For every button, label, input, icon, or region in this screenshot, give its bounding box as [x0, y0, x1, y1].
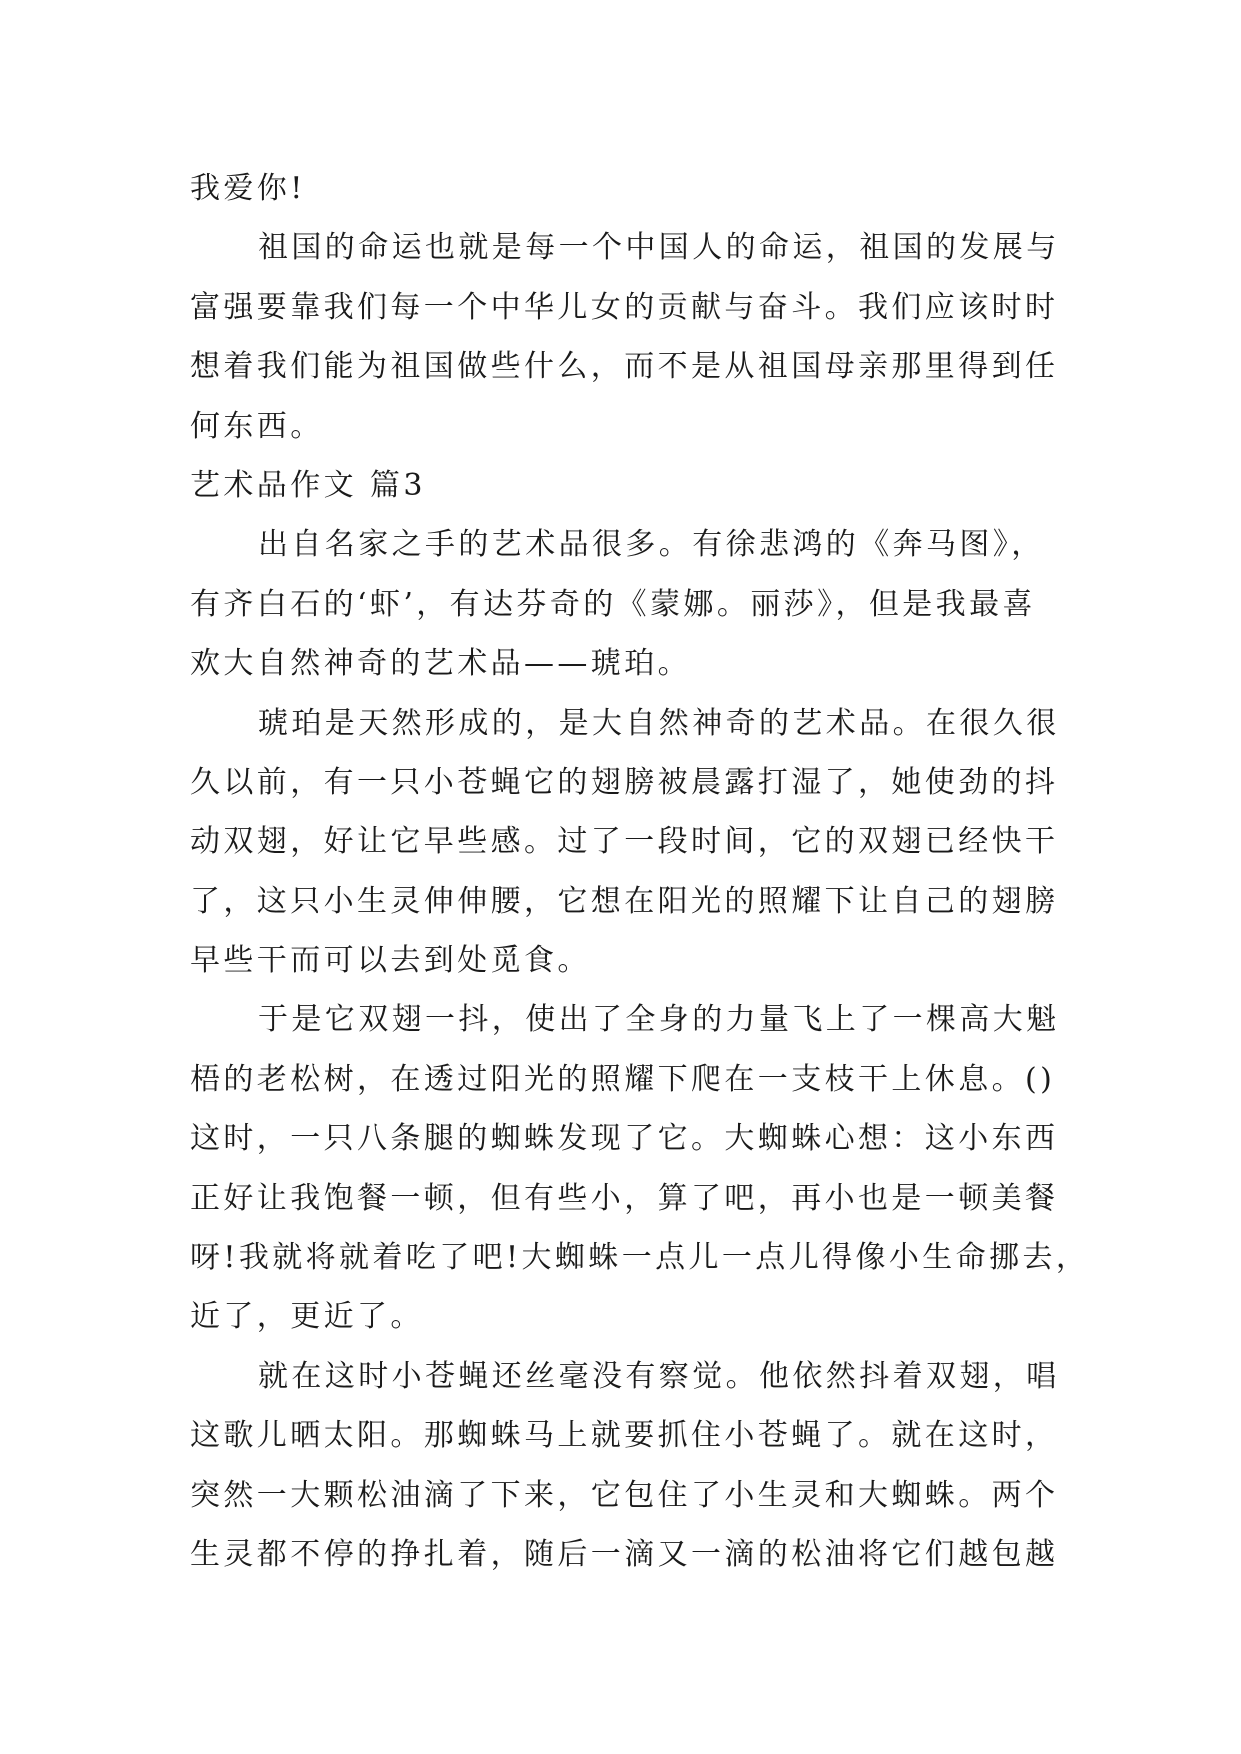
text-line: 久以前，有一只小苍蝇它的翅膀被晨露打湿了，她使劲的抖 — [190, 764, 1059, 800]
text-line: 动双翅，好让它早些感。过了一段时间，它的双翅已经快干 — [190, 824, 1059, 860]
text-line: 我爱你! — [190, 171, 306, 206]
text-line: 就在这时小苍蝇还丝毫没有察觉。他依然抖着双翅，唱 — [258, 1358, 1060, 1394]
text-line: 于是它双翅一抖，使出了全身的力量飞上了一棵高大魁 — [258, 1002, 1060, 1038]
text-line: 出自名家之手的艺术品很多。有徐悲鸿的《奔马图》， — [258, 527, 1045, 563]
section-heading: 艺术品作文 篇3 — [190, 467, 426, 503]
text-line: 这时，一只八条腿的蜘蛛发现了它。大蜘蛛心想：这小东西 — [190, 1121, 1059, 1157]
text-line: 祖国的命运也就是每一个中国人的命运，祖国的发展与 — [258, 230, 1060, 266]
text-line: 生灵都不停的挣扎着，随后一滴又一滴的松油将它们越包越 — [190, 1536, 1059, 1572]
text-line: 这歌儿晒太阳。那蜘蛛马上就要抓住小苍蝇了。就在这时， — [190, 1418, 1059, 1454]
text-line: 想着我们能为祖国做些什么，而不是从祖国母亲那里得到任 — [190, 349, 1059, 385]
text-line: 梧的老松树，在透过阳光的照耀下爬在一支枝干上休息。() — [190, 1061, 1056, 1097]
document-body — [190, 159, 1090, 1584]
text-line: 琥珀是天然形成的，是大自然神奇的艺术品。在很久很 — [258, 705, 1060, 741]
text-line: 有齐白石的‘虾’，有达芬奇的《蒙娜。丽莎》，但是我最喜 — [190, 586, 1036, 622]
text-line: 近了，更近了。 — [190, 1299, 424, 1335]
text-line: 早些干而可以去到处觅食。 — [190, 943, 591, 979]
text-line: 欢大自然神奇的艺术品——琥珀。 — [190, 646, 691, 682]
text-line: 正好让我饱餐一顿，但有些小，算了吧，再小也是一顿美餐 — [190, 1180, 1059, 1216]
text-line: 富强要靠我们每一个中华儿女的贡献与奋斗。我们应该时时 — [190, 289, 1059, 325]
text-line: 了，这只小生灵伸伸腰，它想在阳光的照耀下让自己的翅膀 — [190, 883, 1059, 919]
text-line: 突然一大颗松油滴了下来，它包住了小生灵和大蜘蛛。两个 — [190, 1477, 1059, 1513]
text-line: 呀!我就将就着吃了吧!大蜘蛛一点儿一点儿得像小生命挪去， — [190, 1240, 1090, 1276]
text-line: 何东西。 — [190, 408, 324, 444]
